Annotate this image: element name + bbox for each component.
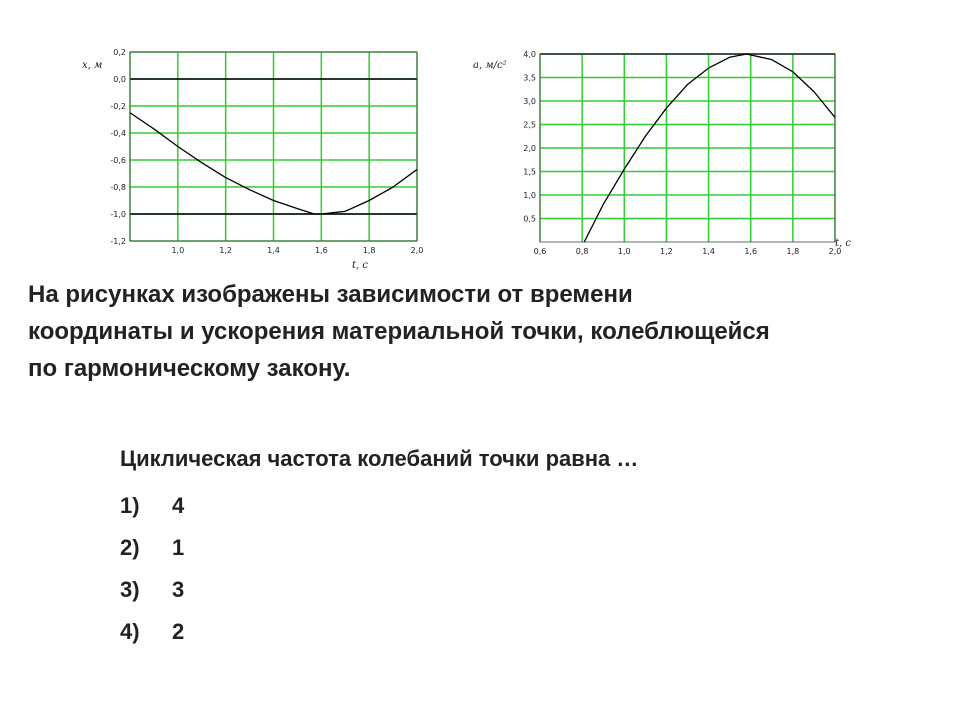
y-tick-label: 3,0: [523, 97, 536, 106]
y-tick-label: -1,0: [110, 210, 126, 219]
x-tick-label: 1,6: [314, 246, 328, 255]
x-axis-title: t, c: [352, 260, 368, 271]
answer-option-4[interactable]: [120, 611, 184, 653]
answer-option-1[interactable]: [120, 485, 184, 527]
y-tick-label: -0,4: [110, 129, 126, 138]
x-tick-label: 1,8: [786, 247, 800, 256]
y-tick-label: 4,0: [523, 50, 536, 59]
question-line: по гармоническому закону.: [28, 355, 351, 382]
x-tick-label: 1,2: [660, 247, 673, 256]
x-tick-label: 1,4: [267, 246, 280, 255]
x-axis-title: t, c: [835, 238, 851, 249]
y-tick-label: 0,0: [113, 75, 126, 84]
option-number: 4): [120, 619, 140, 644]
option-value: 3: [172, 577, 185, 602]
question-prompt: Циклическая частота колебаний точки равна …: [120, 446, 639, 471]
x-tick-label: 1,4: [702, 247, 715, 256]
y-tick-label: 0,2: [113, 48, 126, 57]
y-axis-title: a, м/с²: [473, 60, 507, 71]
x-tick-label: 1,0: [617, 247, 631, 256]
option-value: 1: [172, 535, 185, 560]
option-value: 4: [172, 493, 185, 518]
y-tick-label: 2,5: [523, 120, 536, 130]
x-tick-label: 1,0: [171, 246, 185, 255]
x-tick-label: 2,0: [828, 247, 842, 256]
x-tick-label: 0,6: [533, 247, 547, 256]
x-tick-label: 2,0: [410, 246, 424, 255]
option-value: 2: [172, 619, 185, 644]
y-tick-label: 0,5: [523, 214, 536, 224]
answer-option-2[interactable]: [120, 527, 184, 569]
y-tick-label: 1,5: [523, 167, 536, 177]
x-tick-label: 0,8: [575, 247, 589, 256]
answer-options: [120, 485, 184, 653]
x-tick-label: 1,8: [362, 246, 376, 255]
y-tick-label: 2,0: [523, 144, 536, 153]
x-tick-label: 1,6: [744, 247, 758, 256]
y-tick-label: 3,5: [523, 73, 536, 83]
answer-option-3[interactable]: [120, 569, 184, 611]
y-tick-label: 1,0: [523, 191, 536, 200]
question-line: На рисунках изображены зависимости от времени: [28, 281, 633, 308]
x-tick-label: 1,2: [219, 246, 233, 255]
y-tick-label: -1,2: [110, 237, 126, 246]
question-text: [28, 276, 928, 387]
question-line: координаты и ускорения материальной точки, колеблющейся: [28, 318, 770, 345]
coordinate-time-chart: [70, 40, 430, 280]
y-axis-title: x, м: [82, 60, 103, 71]
y-tick-label: -0,8: [110, 183, 126, 192]
option-number: 1): [120, 493, 140, 518]
option-number: 3): [120, 577, 140, 602]
y-tick-label: -0,2: [110, 102, 126, 111]
y-tick-label: -0,6: [110, 156, 126, 165]
acceleration-time-chart: [465, 40, 885, 260]
option-number: 2): [120, 535, 140, 560]
